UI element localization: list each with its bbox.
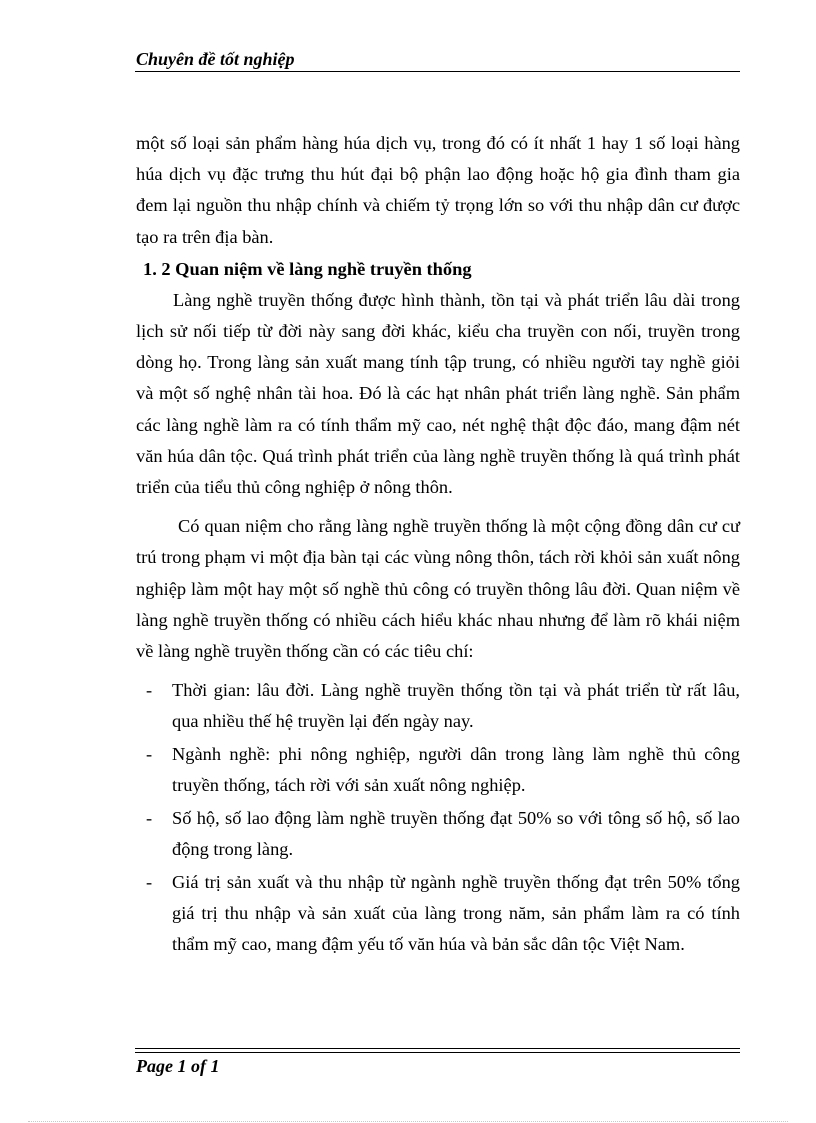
bullet-marker: - [146,680,153,701]
bullet-marker: - [146,871,153,892]
document-body [136,128,740,962]
footer-rule-top [135,1048,740,1049]
bullet-marker: - [146,808,153,829]
section-heading: 1. 2 Quan niệm về làng nghề truyền thống [143,258,472,279]
paragraph-2: Có quan niệm cho rằng làng nghề truyền thống là một cộng đồng dân cư cư trú trong phạm vi một địa bàn tại các vùng nông thôn, tách rời khỏi sản xuất nông nghiệp làm một hay một số nghề thủ công có truyền thông lâu đời. Quan niệm về làng nghề truyền thống có nhiều cách hiểu khác nhau nhưng để làm rõ khái niệm về làng nghề truyền thống cần có các tiêu chí: [136,516,740,662]
header-title: Chuyên đề tốt nghiệp [136,49,295,69]
criteria-list [136,675,740,960]
page-bottom-divider [28,1121,788,1122]
footer-rule-bottom [135,1052,740,1053]
list-item-text: Thời gian: lâu đời. Làng nghề truyền thống tồn tại và phát triển từ rất lâu, qua nhiều thế hệ truyền lại đến ngày nay. [172,680,740,732]
list-item-text: Giá trị sản xuất và thu nhập từ ngành nghề truyền thống đạt trên 50% tổng giá trị thu nhập và sản xuất của làng trong năm, sản phẩm làm ra có tính thẩm mỹ cao, mang đậm yếu tố văn húa và bản sắc dân tộc Việt Nam. [172,871,740,955]
paragraph-1: Làng nghề truyền thống được hình thành, tồn tại và phát triển lâu dài trong lịch sử nối tiếp từ đời này sang đời khác, kiểu cha truyền con nối, truyền trong dòng họ. Trong làng sản xuất mang tính tập trung, có nhiều người tay nghề giỏi và một số nghệ nhân tài hoa. Đó là các hạt nhân phát triển làng nghề. Sản phẩm các làng nghề làm ra có tính thẩm mỹ cao, nét nghệ thật độc đáo, mang đậm nét văn húa dân tộc. Quá trình phát triển của làng nghề truyền thống là quá trình phát triển của tiểu thủ công nghiệp ở nông thôn. [136,289,740,498]
header-rule [135,71,740,72]
intro-paragraph: một số loại sản phẩm hàng húa dịch vụ, trong đó có ít nhất 1 hay 1 số loại hàng húa dịch vụ đặc trưng thu hút đại bộ phận lao động hoặc hộ gia đình tham gia đem lại nguồn thu nhập chính và chiếm tỷ trọng lớn so với thu nhập dân cư được tạo ra trên địa bàn. [136,133,740,247]
bullet-marker: - [146,744,153,765]
list-item [136,675,740,737]
list-item-text: Số hộ, số lao động làm nghề truyền thống đạt 50% so với tông số hộ, số lao động trong làng. [172,808,740,860]
list-item-text: Ngành nghề: phi nông nghiệp, người dân trong làng làm nghề thủ công truyền thống, tách rời với sản xuất nông nghiệp. [172,744,740,796]
list-item [136,739,740,801]
list-item [136,867,740,961]
list-item [136,803,740,865]
page-number: Page 1 of 1 [136,1056,220,1076]
